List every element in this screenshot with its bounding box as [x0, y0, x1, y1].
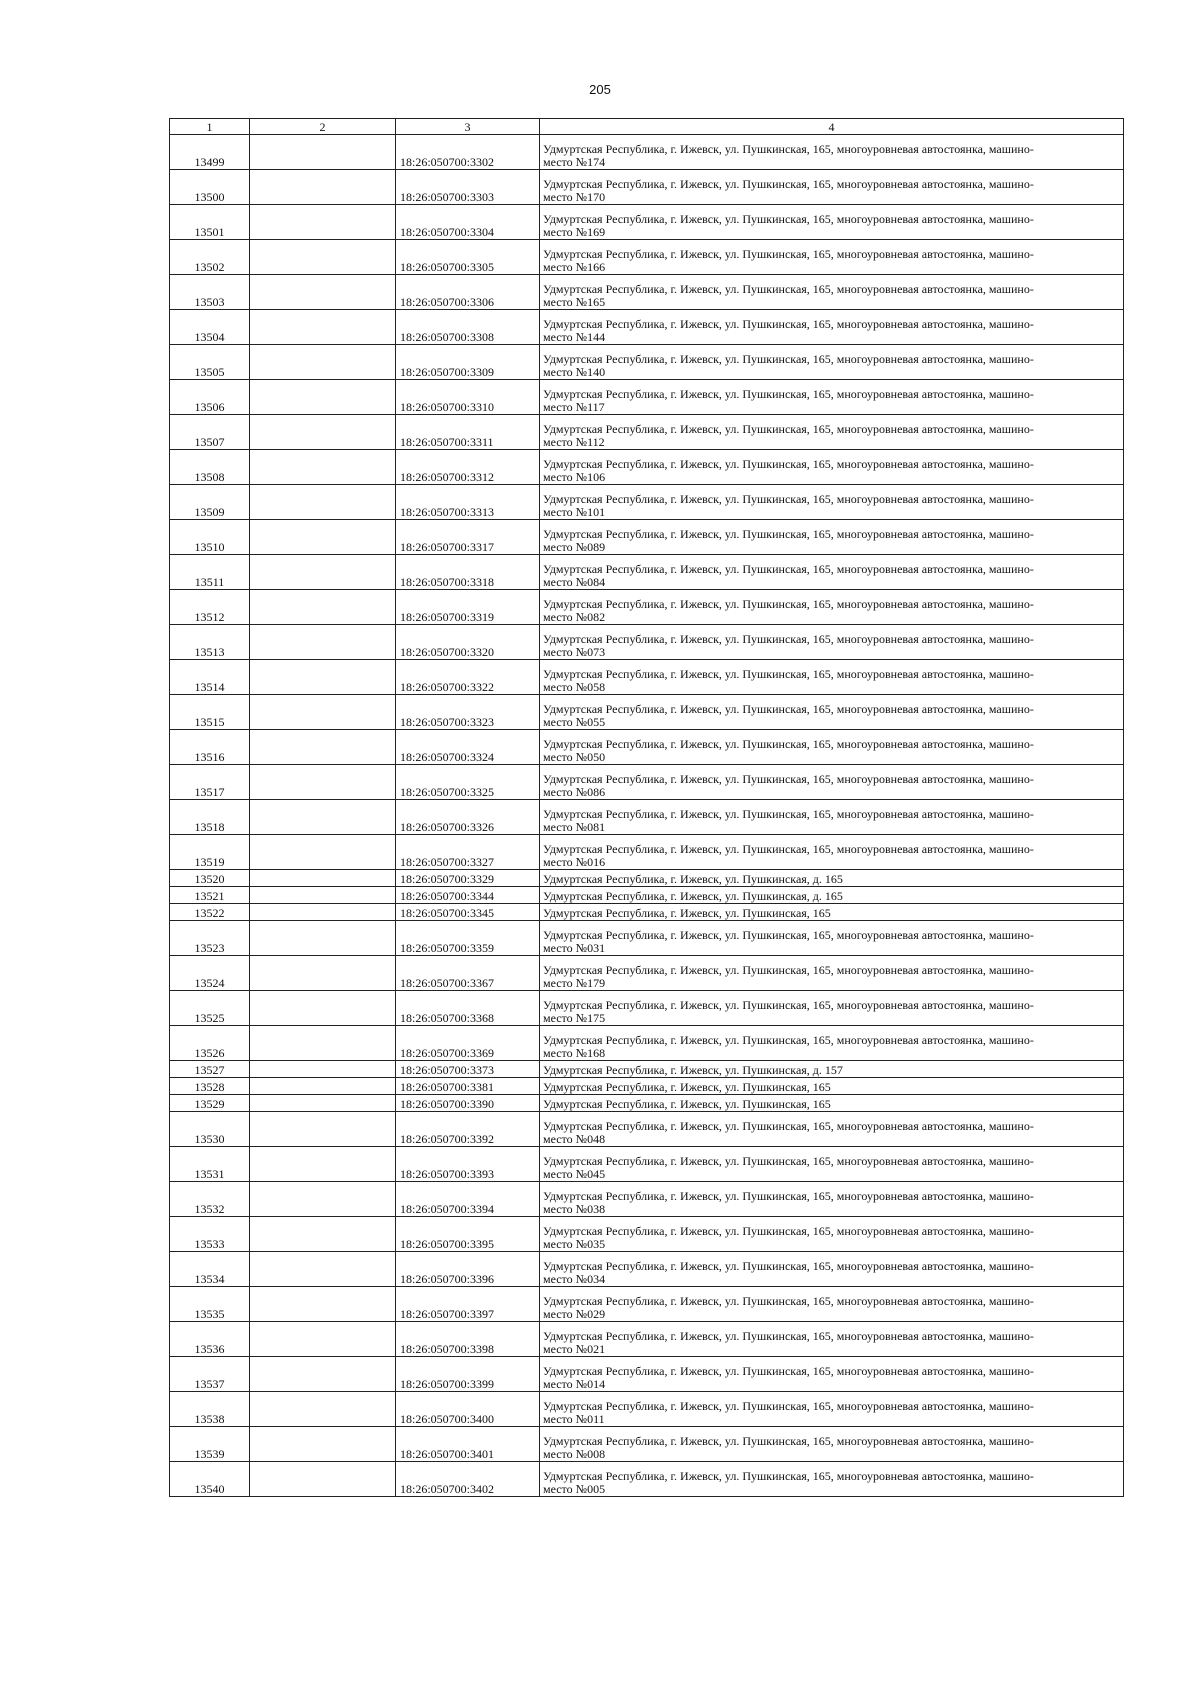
- table-row: [170, 1287, 1124, 1322]
- row-number: 13529: [170, 1095, 250, 1112]
- table-row: [170, 1252, 1124, 1287]
- cadastral-number: 18:26:050700:3325: [396, 765, 540, 800]
- table-row: [170, 205, 1124, 240]
- row-col2: [250, 887, 396, 904]
- table-row: [170, 695, 1124, 730]
- cadastral-number: 18:26:050700:3398: [396, 1322, 540, 1357]
- cadastral-number: 18:26:050700:3306: [396, 275, 540, 310]
- row-col2: [250, 835, 396, 870]
- row-number: 13540: [170, 1462, 250, 1497]
- address-cell: [540, 991, 1124, 1026]
- table-row: [170, 345, 1124, 380]
- cadastral-number: 18:26:050700:3309: [396, 345, 540, 380]
- address-cell: [540, 887, 1124, 904]
- address-line-2: место №029: [543, 1307, 606, 1321]
- address-line-1: Удмуртская Республика, г. Ижевск, ул. Пушкинская, 165, многоуровневая автостоянка, машино-: [543, 1189, 1034, 1203]
- cadastral-number: 18:26:050700:3344: [396, 887, 540, 904]
- row-col2: [250, 765, 396, 800]
- row-col2: [250, 800, 396, 835]
- address-line-1: Удмуртская Республика, г. Ижевск, ул. Пушкинская, 165, многоуровневая автостоянка, машино-: [543, 1434, 1034, 1448]
- cadastral-number: 18:26:050700:3323: [396, 695, 540, 730]
- address-line-1: Удмуртская Республика, г. Ижевск, ул. Пушкинская, 165, многоуровневая автостоянка, машино-: [543, 1154, 1034, 1168]
- register-table: [169, 118, 1124, 1497]
- address-cell: [540, 135, 1124, 170]
- cadastral-number: 18:26:050700:3320: [396, 625, 540, 660]
- address-cell: [540, 1322, 1124, 1357]
- address-line-1: Удмуртская Республика, г. Ижевск, ул. Пушкинская, 165, многоуровневая автостоянка, машино-: [543, 1033, 1034, 1047]
- cadastral-number: 18:26:050700:3369: [396, 1026, 540, 1061]
- row-col2: [250, 1462, 396, 1497]
- cadastral-number: 18:26:050700:3373: [396, 1061, 540, 1078]
- cadastral-number: 18:26:050700:3397: [396, 1287, 540, 1322]
- row-col2: [250, 205, 396, 240]
- address-line-1: Удмуртская Республика, г. Ижевск, ул. Пушкинская, 165, многоуровневая автостоянка, машино-: [543, 632, 1034, 646]
- cadastral-number: 18:26:050700:3310: [396, 380, 540, 415]
- row-number: 13501: [170, 205, 250, 240]
- table-body: [170, 135, 1124, 1497]
- address-line-2: место №014: [543, 1377, 606, 1391]
- address-line-2: место №144: [543, 330, 606, 344]
- address-cell: [540, 520, 1124, 555]
- row-col2: [250, 275, 396, 310]
- address-cell: [540, 660, 1124, 695]
- address-line-1: Удмуртская Республика, г. Ижевск, ул. Пушкинская, 165, многоуровневая автостоянка, машино-: [543, 387, 1034, 401]
- row-number: 13533: [170, 1217, 250, 1252]
- table-row: [170, 590, 1124, 625]
- address-line-1: Удмуртская Республика, г. Ижевск, ул. Пушкинская, 165, многоуровневая автостоянка, машино-: [543, 702, 1034, 716]
- address-cell: [540, 1427, 1124, 1462]
- address-cell: [540, 590, 1124, 625]
- table-row: [170, 835, 1124, 870]
- address-cell: [540, 1078, 1124, 1095]
- address-line-2: место №169: [543, 225, 606, 239]
- table-row: [170, 1322, 1124, 1357]
- row-number: 13535: [170, 1287, 250, 1322]
- table-row: [170, 135, 1124, 170]
- cadastral-number: 18:26:050700:3317: [396, 520, 540, 555]
- row-number: 13539: [170, 1427, 250, 1462]
- table-row: [170, 1392, 1124, 1427]
- address-line-1: Удмуртская Республика, г. Ижевск, ул. Пушкинская, 165, многоуровневая автостоянка, машино-: [543, 352, 1034, 366]
- address-cell: [540, 730, 1124, 765]
- cadastral-number: 18:26:050700:3392: [396, 1112, 540, 1147]
- row-col2: [250, 1427, 396, 1462]
- cadastral-number: 18:26:050700:3329: [396, 870, 540, 887]
- cadastral-number: 18:26:050700:3302: [396, 135, 540, 170]
- row-number: 13513: [170, 625, 250, 660]
- address-cell: [540, 625, 1124, 660]
- cadastral-number: 18:26:050700:3326: [396, 800, 540, 835]
- row-col2: [250, 1217, 396, 1252]
- row-number: 13511: [170, 555, 250, 590]
- address-line-1: Удмуртская Республика, г. Ижевск, ул. Пушкинская, 165, многоуровневая автостоянка, машино-: [543, 142, 1034, 156]
- table-row: [170, 170, 1124, 205]
- address-line-1: Удмуртская Республика, г. Ижевск, ул. Пушкинская, 165, многоуровневая автостоянка, машино-: [543, 737, 1034, 751]
- cadastral-number: 18:26:050700:3312: [396, 450, 540, 485]
- row-col2: [250, 921, 396, 956]
- table-row: [170, 555, 1124, 590]
- address-cell: [540, 240, 1124, 275]
- row-col2: [250, 1252, 396, 1287]
- address-line-2: место №050: [543, 750, 606, 764]
- address-line-1: Удмуртская Республика, г. Ижевск, ул. Пушкинская, 165, многоуровневая автостоянка, машино-: [543, 772, 1034, 786]
- table-row: [170, 1112, 1124, 1147]
- address-cell: [540, 205, 1124, 240]
- address-line-2: место №008: [543, 1447, 606, 1461]
- table-row: [170, 991, 1124, 1026]
- address-cell: [540, 555, 1124, 590]
- address-cell: [540, 1252, 1124, 1287]
- address-cell: [540, 345, 1124, 380]
- address-line-2: место №011: [543, 1412, 605, 1426]
- cadastral-number: 18:26:050700:3313: [396, 485, 540, 520]
- address-line-1: Удмуртская Республика, г. Ижевск, ул. Пушкинская, 165, многоуровневая автостоянка, машино-: [543, 667, 1034, 681]
- address-line-1: Удмуртская Республика, г. Ижевск, ул. Пушкинская, 165, многоуровневая автостоянка, машино-: [543, 1399, 1034, 1413]
- table-row: [170, 1462, 1124, 1497]
- address-line-1: Удмуртская Республика, г. Ижевск, ул. Пушкинская, д. 165: [543, 872, 843, 886]
- cadastral-number: 18:26:050700:3390: [396, 1095, 540, 1112]
- address-line-2: место №179: [543, 976, 606, 990]
- table-row: [170, 765, 1124, 800]
- address-cell: [540, 485, 1124, 520]
- cadastral-number: 18:26:050700:3393: [396, 1147, 540, 1182]
- table-row: [170, 887, 1124, 904]
- address-line-2: место №112: [543, 435, 605, 449]
- address-line-1: Удмуртская Республика, г. Ижевск, ул. Пушкинская, 165, многоуровневая автостоянка, машино-: [543, 177, 1034, 191]
- address-line-1: Удмуртская Республика, г. Ижевск, ул. Пушкинская, 165, многоуровневая автостоянка, машино-: [543, 1119, 1034, 1133]
- row-number: 13537: [170, 1357, 250, 1392]
- row-col2: [250, 1095, 396, 1112]
- row-col2: [250, 135, 396, 170]
- row-number: 13514: [170, 660, 250, 695]
- address-line-1: Удмуртская Республика, г. Ижевск, ул. Пушкинская, 165, многоуровневая автостоянка, машино-: [543, 1259, 1034, 1273]
- row-number: 13538: [170, 1392, 250, 1427]
- address-line-2: место №086: [543, 785, 606, 799]
- table-row: [170, 450, 1124, 485]
- header-row: [170, 119, 1124, 135]
- row-col2: [250, 870, 396, 887]
- row-number: 13518: [170, 800, 250, 835]
- row-number: 13521: [170, 887, 250, 904]
- address-line-1: Удмуртская Республика, г. Ижевск, ул. Пушкинская, 165, многоуровневая автостоянка, машино-: [543, 998, 1034, 1012]
- address-line-2: место №016: [543, 855, 606, 869]
- address-line-1: Удмуртская Республика, г. Ижевск, ул. Пушкинская, 165, многоуровневая автостоянка, машино-: [543, 562, 1034, 576]
- row-number: 13536: [170, 1322, 250, 1357]
- address-line-2: место №170: [543, 190, 606, 204]
- row-col2: [250, 520, 396, 555]
- row-number: 13500: [170, 170, 250, 205]
- table-row: [170, 310, 1124, 345]
- row-col2: [250, 485, 396, 520]
- cadastral-number: 18:26:050700:3402: [396, 1462, 540, 1497]
- address-line-1: Удмуртская Республика, г. Ижевск, ул. Пушкинская, 165, многоуровневая автостоянка, машино-: [543, 1364, 1034, 1378]
- address-line-2: место №140: [543, 365, 606, 379]
- address-line-1: Удмуртская Республика, г. Ижевск, ул. Пушкинская, 165, многоуровневая автостоянка, машино-: [543, 212, 1034, 226]
- address-line-2: место №165: [543, 295, 606, 309]
- address-line-1: Удмуртская Республика, г. Ижевск, ул. Пушкинская, 165, многоуровневая автостоянка, машино-: [543, 963, 1034, 977]
- cadastral-number: 18:26:050700:3399: [396, 1357, 540, 1392]
- address-line-2: место №045: [543, 1167, 606, 1181]
- cadastral-number: 18:26:050700:3322: [396, 660, 540, 695]
- row-col2: [250, 1061, 396, 1078]
- address-line-1: Удмуртская Республика, г. Ижевск, ул. Пушкинская, 165: [543, 906, 831, 920]
- row-col2: [250, 555, 396, 590]
- cadastral-number: 18:26:050700:3324: [396, 730, 540, 765]
- row-number: 13508: [170, 450, 250, 485]
- address-line-2: место №035: [543, 1237, 606, 1251]
- address-line-1: Удмуртская Республика, г. Ижевск, ул. Пушкинская, 165, многоуровневая автостоянка, машино-: [543, 492, 1034, 506]
- address-line-2: место №031: [543, 941, 606, 955]
- address-line-2: место №005: [543, 1482, 606, 1496]
- cadastral-number: 18:26:050700:3367: [396, 956, 540, 991]
- address-line-2: место №166: [543, 260, 606, 274]
- cadastral-number: 18:26:050700:3395: [396, 1217, 540, 1252]
- row-number: 13519: [170, 835, 250, 870]
- table-row: [170, 240, 1124, 275]
- address-line-2: место №058: [543, 680, 606, 694]
- row-col2: [250, 991, 396, 1026]
- table-row: [170, 1147, 1124, 1182]
- row-col2: [250, 1078, 396, 1095]
- table-row: [170, 520, 1124, 555]
- address-cell: [540, 1357, 1124, 1392]
- row-number: 13516: [170, 730, 250, 765]
- row-col2: [250, 1147, 396, 1182]
- table-row: [170, 1357, 1124, 1392]
- address-cell: [540, 1462, 1124, 1497]
- address-cell: [540, 1392, 1124, 1427]
- row-col2: [250, 345, 396, 380]
- address-cell: [540, 695, 1124, 730]
- table-row: [170, 1427, 1124, 1462]
- table-row: [170, 625, 1124, 660]
- table-row: [170, 380, 1124, 415]
- row-col2: [250, 1112, 396, 1147]
- row-col2: [250, 415, 396, 450]
- cadastral-number: 18:26:050700:3305: [396, 240, 540, 275]
- address-cell: [540, 1287, 1124, 1322]
- address-line-2: место №055: [543, 715, 606, 729]
- address-line-1: Удмуртская Республика, г. Ижевск, ул. Пушкинская, 165, многоуровневая автостоянка, машино-: [543, 247, 1034, 261]
- row-number: 13515: [170, 695, 250, 730]
- row-col2: [250, 240, 396, 275]
- row-number: 13520: [170, 870, 250, 887]
- cadastral-number: 18:26:050700:3319: [396, 590, 540, 625]
- address-line-1: Удмуртская Республика, г. Ижевск, ул. Пушкинская, 165, многоуровневая автостоянка, машино-: [543, 317, 1034, 331]
- address-cell: [540, 380, 1124, 415]
- address-cell: [540, 1217, 1124, 1252]
- address-line-2: место №034: [543, 1272, 606, 1286]
- address-cell: [540, 1147, 1124, 1182]
- row-col2: [250, 956, 396, 991]
- cadastral-number: 18:26:050700:3394: [396, 1182, 540, 1217]
- row-col2: [250, 1392, 396, 1427]
- row-col2: [250, 450, 396, 485]
- row-col2: [250, 1357, 396, 1392]
- header-col-3: 3: [396, 119, 540, 135]
- cadastral-number: 18:26:050700:3396: [396, 1252, 540, 1287]
- address-line-1: Удмуртская Республика, г. Ижевск, ул. Пушкинская, 165, многоуровневая автостоянка, машино-: [543, 597, 1034, 611]
- cadastral-number: 18:26:050700:3311: [396, 415, 540, 450]
- row-number: 13510: [170, 520, 250, 555]
- address-line-2: место №038: [543, 1202, 606, 1216]
- address-line-1: Удмуртская Республика, г. Ижевск, ул. Пушкинская, 165, многоуровневая автостоянка, машино-: [543, 422, 1034, 436]
- address-line-1: Удмуртская Республика, г. Ижевск, ул. Пушкинская, 165, многоуровневая автостоянка, машино-: [543, 282, 1034, 296]
- row-col2: [250, 380, 396, 415]
- address-line-1: Удмуртская Республика, г. Ижевск, ул. Пушкинская, 165, многоуровневая автостоянка, машино-: [543, 842, 1034, 856]
- table-row: [170, 1095, 1124, 1112]
- cadastral-number: 18:26:050700:3400: [396, 1392, 540, 1427]
- address-line-2: место №073: [543, 645, 606, 659]
- row-number: 13534: [170, 1252, 250, 1287]
- address-cell: [540, 1182, 1124, 1217]
- row-col2: [250, 170, 396, 205]
- table-row: [170, 921, 1124, 956]
- address-line-2: место №082: [543, 610, 606, 624]
- cadastral-number: 18:26:050700:3327: [396, 835, 540, 870]
- table-row: [170, 415, 1124, 450]
- address-line-2: место №081: [543, 820, 606, 834]
- row-number: 13523: [170, 921, 250, 956]
- address-cell: [540, 956, 1124, 991]
- table-row: [170, 870, 1124, 887]
- row-number: 13530: [170, 1112, 250, 1147]
- row-number: 13525: [170, 991, 250, 1026]
- row-col2: [250, 660, 396, 695]
- row-number: 13527: [170, 1061, 250, 1078]
- row-col2: [250, 590, 396, 625]
- row-number: 13499: [170, 135, 250, 170]
- table-row: [170, 275, 1124, 310]
- address-line-1: Удмуртская Республика, г. Ижевск, ул. Пушкинская, д. 157: [543, 1063, 843, 1077]
- table-row: [170, 730, 1124, 765]
- address-line-1: Удмуртская Республика, г. Ижевск, ул. Пушкинская, д. 165: [543, 889, 843, 903]
- table-row: [170, 485, 1124, 520]
- cadastral-number: 18:26:050700:3401: [396, 1427, 540, 1462]
- table-row: [170, 904, 1124, 921]
- address-line-2: место №168: [543, 1046, 606, 1060]
- row-number: 13532: [170, 1182, 250, 1217]
- cadastral-number: 18:26:050700:3359: [396, 921, 540, 956]
- address-cell: [540, 310, 1124, 345]
- page-number: 205: [589, 82, 611, 97]
- address-line-1: Удмуртская Республика, г. Ижевск, ул. Пушкинская, 165, многоуровневая автостоянка, машино-: [543, 1294, 1034, 1308]
- row-col2: [250, 695, 396, 730]
- address-line-1: Удмуртская Республика, г. Ижевск, ул. Пушкинская, 165, многоуровневая автостоянка, машино-: [543, 457, 1034, 471]
- table-row: [170, 1026, 1124, 1061]
- address-cell: [540, 170, 1124, 205]
- table-row: [170, 1182, 1124, 1217]
- cadastral-number: 18:26:050700:3381: [396, 1078, 540, 1095]
- address-line-1: Удмуртская Республика, г. Ижевск, ул. Пушкинская, 165, многоуровневая автостоянка, машино-: [543, 1224, 1034, 1238]
- row-number: 13517: [170, 765, 250, 800]
- address-line-1: Удмуртская Республика, г. Ижевск, ул. Пушкинская, 165, многоуровневая автостоянка, машино-: [543, 1469, 1034, 1483]
- row-number: 13507: [170, 415, 250, 450]
- row-col2: [250, 1182, 396, 1217]
- address-line-1: Удмуртская Республика, г. Ижевск, ул. Пушкинская, 165, многоуровневая автостоянка, машино-: [543, 527, 1034, 541]
- row-number: 13528: [170, 1078, 250, 1095]
- row-number: 13503: [170, 275, 250, 310]
- header-col-2: 2: [250, 119, 396, 135]
- address-line-1: Удмуртская Республика, г. Ижевск, ул. Пушкинская, 165, многоуровневая автостоянка, машино-: [543, 1329, 1034, 1343]
- row-number: 13505: [170, 345, 250, 380]
- row-number: 13506: [170, 380, 250, 415]
- table-row: [170, 1078, 1124, 1095]
- cadastral-number: 18:26:050700:3345: [396, 904, 540, 921]
- row-number: 13504: [170, 310, 250, 345]
- table-row: [170, 956, 1124, 991]
- address-line-2: место №101: [543, 505, 606, 519]
- address-cell: [540, 275, 1124, 310]
- address-line-1: Удмуртская Республика, г. Ижевск, ул. Пушкинская, 165, многоуровневая автостоянка, машино-: [543, 807, 1034, 821]
- address-cell: [540, 1112, 1124, 1147]
- table-row: [170, 800, 1124, 835]
- table-row: [170, 1217, 1124, 1252]
- header-col-1: 1: [170, 119, 250, 135]
- address-line-2: место №175: [543, 1011, 606, 1025]
- address-cell: [540, 800, 1124, 835]
- row-col2: [250, 625, 396, 660]
- address-line-2: место №084: [543, 575, 606, 589]
- row-number: 13512: [170, 590, 250, 625]
- address-cell: [540, 765, 1124, 800]
- cadastral-number: 18:26:050700:3303: [396, 170, 540, 205]
- row-col2: [250, 730, 396, 765]
- table-row: [170, 1061, 1124, 1078]
- address-cell: [540, 835, 1124, 870]
- address-cell: [540, 1095, 1124, 1112]
- address-line-2: место №048: [543, 1132, 606, 1146]
- address-line-2: место №089: [543, 540, 606, 554]
- address-cell: [540, 1026, 1124, 1061]
- cadastral-number: 18:26:050700:3304: [396, 205, 540, 240]
- row-number: 13522: [170, 904, 250, 921]
- address-line-2: место №106: [543, 470, 606, 484]
- table-row: [170, 660, 1124, 695]
- row-number: 13524: [170, 956, 250, 991]
- address-line-2: место №117: [543, 400, 605, 414]
- address-line-1: Удмуртская Республика, г. Ижевск, ул. Пушкинская, 165, многоуровневая автостоянка, машино-: [543, 928, 1034, 942]
- row-number: 13526: [170, 1026, 250, 1061]
- address-cell: [540, 904, 1124, 921]
- row-number: 13509: [170, 485, 250, 520]
- address-cell: [540, 921, 1124, 956]
- address-line-2: место №021: [543, 1342, 606, 1356]
- address-cell: [540, 450, 1124, 485]
- row-col2: [250, 1026, 396, 1061]
- address-cell: [540, 415, 1124, 450]
- address-cell: [540, 1061, 1124, 1078]
- address-cell: [540, 870, 1124, 887]
- row-col2: [250, 310, 396, 345]
- row-col2: [250, 1287, 396, 1322]
- row-number: 13531: [170, 1147, 250, 1182]
- row-col2: [250, 1322, 396, 1357]
- address-line-1: Удмуртская Республика, г. Ижевск, ул. Пушкинская, 165: [543, 1097, 831, 1111]
- address-line-2: место №174: [543, 155, 606, 169]
- header-col-4: 4: [540, 119, 1124, 135]
- address-line-1: Удмуртская Республика, г. Ижевск, ул. Пушкинская, 165: [543, 1080, 831, 1094]
- cadastral-number: 18:26:050700:3308: [396, 310, 540, 345]
- cadastral-number: 18:26:050700:3368: [396, 991, 540, 1026]
- row-col2: [250, 904, 396, 921]
- cadastral-number: 18:26:050700:3318: [396, 555, 540, 590]
- row-number: 13502: [170, 240, 250, 275]
